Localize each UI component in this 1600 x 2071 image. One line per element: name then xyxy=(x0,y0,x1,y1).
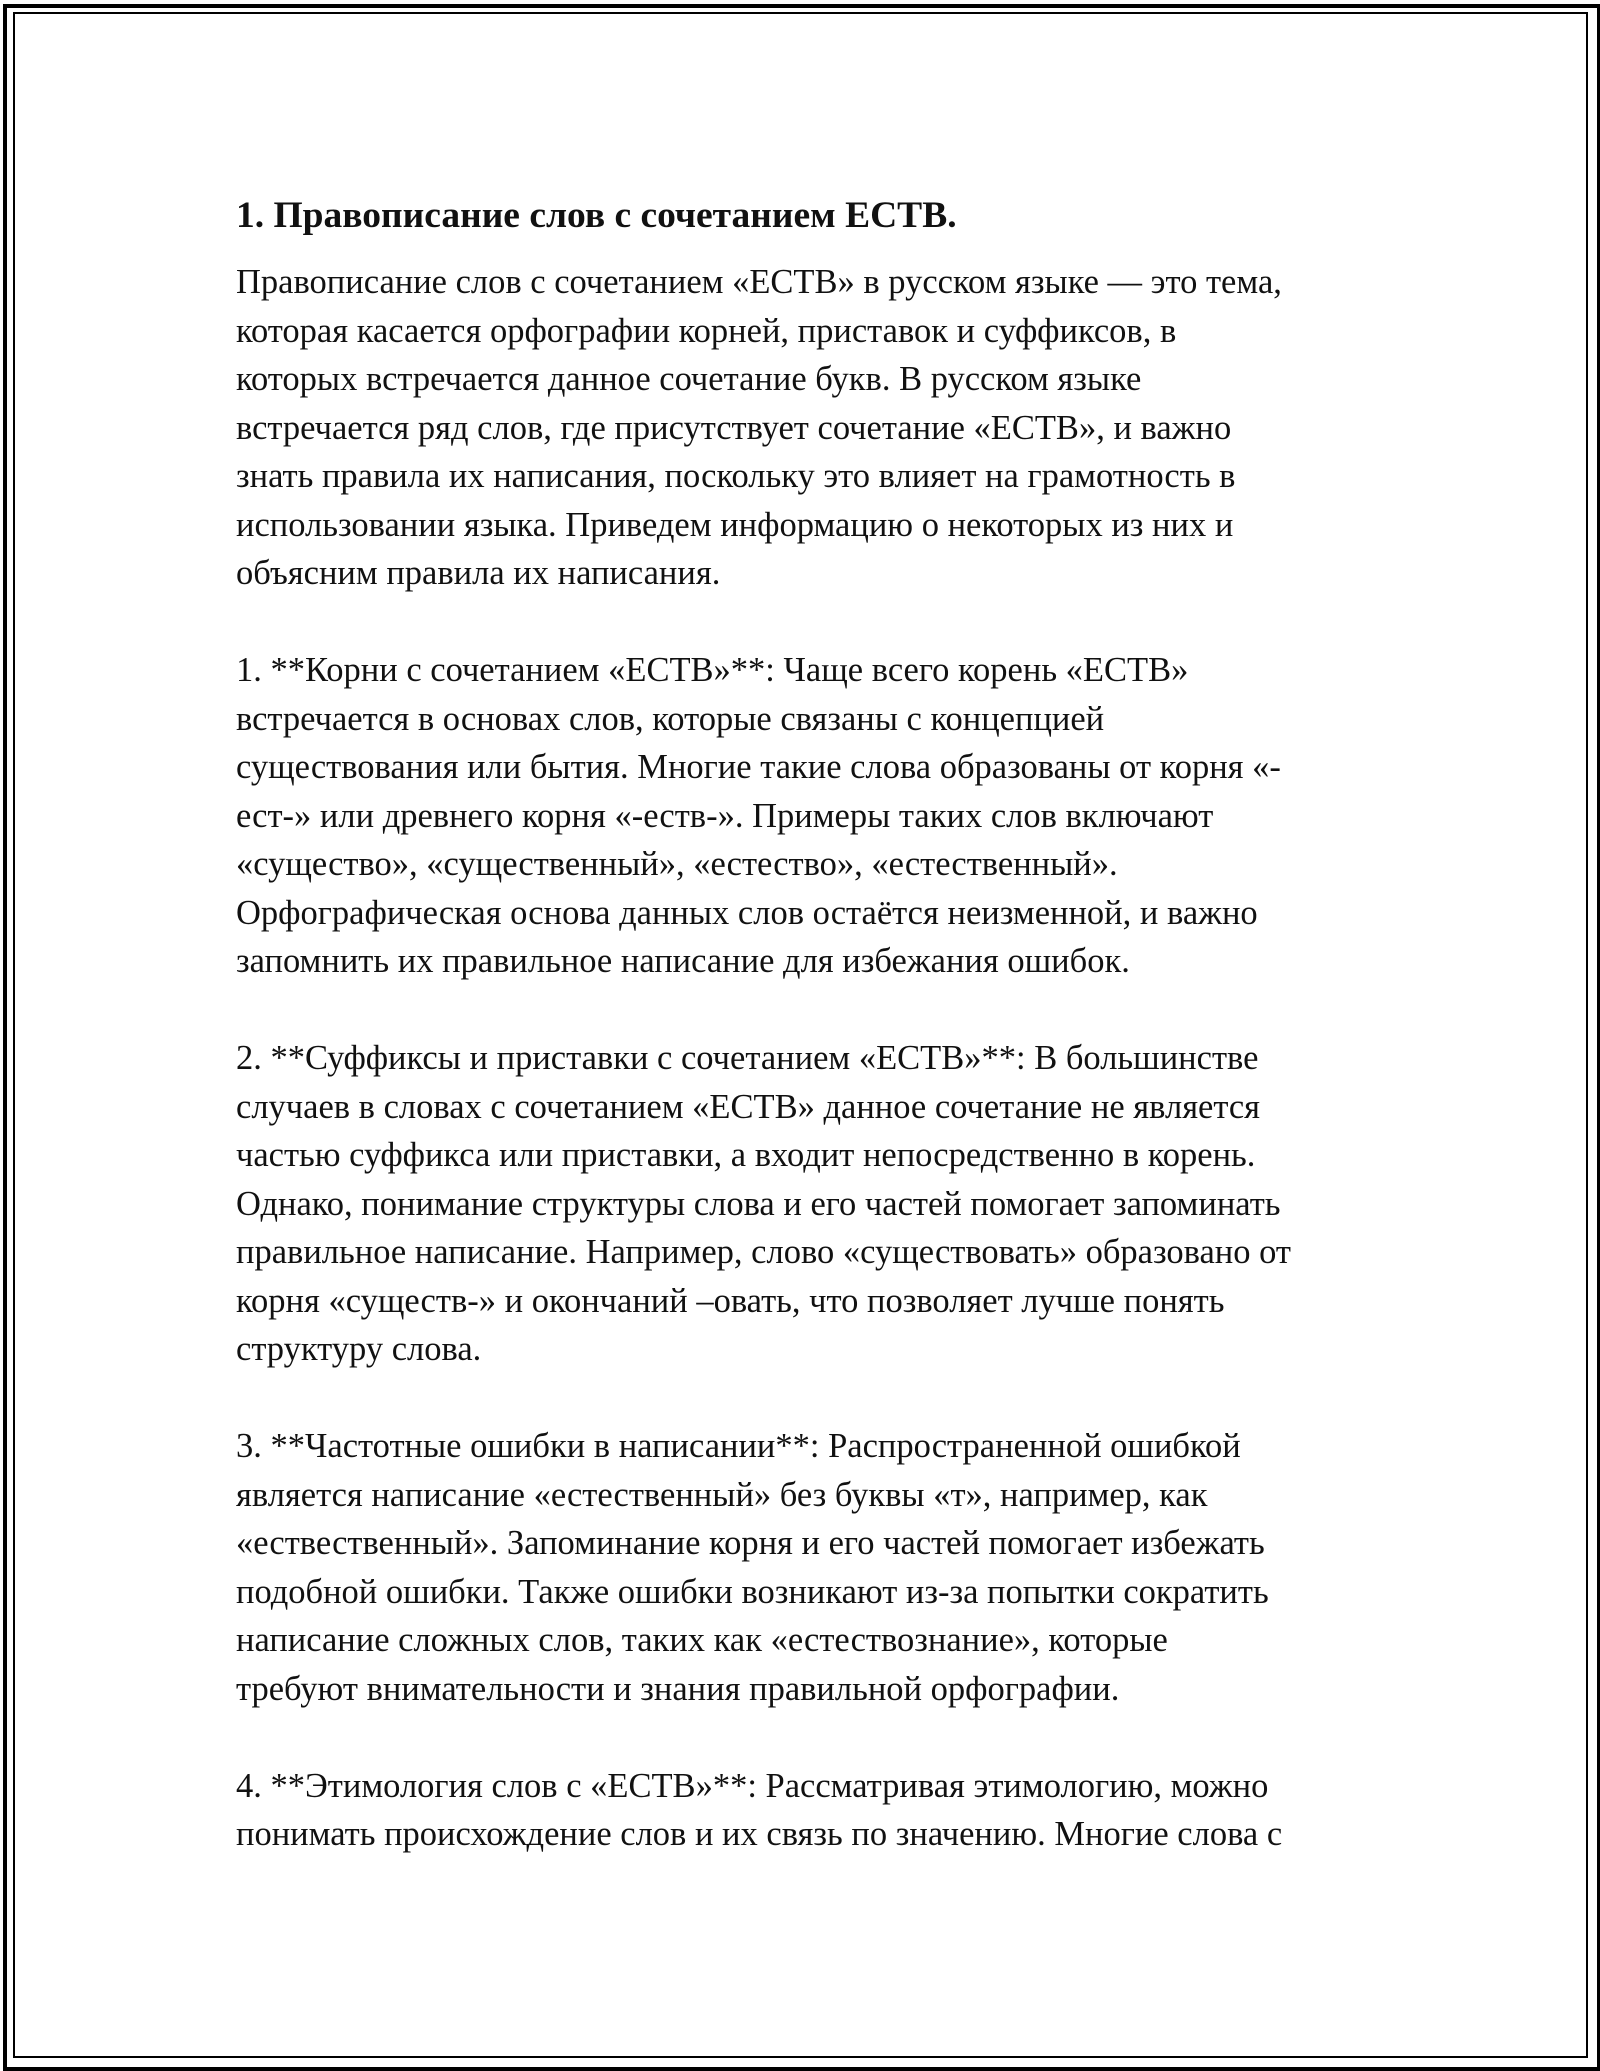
text-line: существования или бытия. Многие такие слова образованы от корня «- xyxy=(236,748,1281,786)
text-line: объясним правила их написания. xyxy=(236,554,721,592)
paragraph-errors xyxy=(236,1422,1360,1713)
text-line: структуру слова. xyxy=(236,1330,482,1368)
paragraph-roots xyxy=(236,646,1360,986)
text-line: «существо», «существенный», «естество», «естественный». xyxy=(236,845,1118,883)
text-line: 2. **Суффиксы и приставки с сочетанием «ЕСТВ»**: В большинстве xyxy=(236,1039,1259,1077)
document-title: 1. Правописание слов с сочетанием ЕСТВ. xyxy=(236,195,957,236)
text-line: которых встречается данное сочетание букв. В русском языке xyxy=(236,360,1142,398)
text-line: 3. **Частотные ошибки в написании**: Распространенной ошибкой xyxy=(236,1427,1241,1465)
document-page xyxy=(236,180,1360,1907)
text-line: Правописание слов с сочетанием «ЕСТВ» в русском языке — это тема, xyxy=(236,263,1282,301)
text-line: 1. **Корни с сочетанием «ЕСТВ»**: Чаще всего корень «ЕСТВ» xyxy=(236,651,1189,689)
paragraph-etymology xyxy=(236,1762,1360,1859)
text-line: Однако, понимание структуры слова и его частей помогает запоминать xyxy=(236,1184,1281,1223)
text-line: знать правила их написания, поскольку это влияет на грамотность в xyxy=(236,457,1236,495)
paragraph-suffixes xyxy=(236,1034,1360,1374)
text-line: использовании языка. Приведем информацию о некоторых из них и xyxy=(236,505,1234,544)
text-line: является написание «естественный» без буквы «т», например, как xyxy=(236,1475,1208,1514)
text-line: 4. **Этимология слов с «ЕСТВ»**: Рассматривая этимологию, можно xyxy=(236,1766,1269,1805)
text-line: Орфографическая основа данных слов остаётся неизменной, и важно xyxy=(236,893,1258,932)
text-line: ест-» или древнего корня «-еств-». Примеры таких слов включают xyxy=(236,796,1214,835)
text-line: встречается ряд слов, где присутствует сочетание «ЕСТВ», и важно xyxy=(236,408,1232,447)
text-line: написание сложных слов, таких как «естествознание», которые xyxy=(236,1621,1168,1659)
text-line: частью суффикса или приставки, а входит непосредственно в корень. xyxy=(236,1136,1256,1174)
text-line: встречается в основах слов, которые связаны с концепцией xyxy=(236,699,1105,738)
text-line: подобной ошибки. Также ошибки возникают из-за попытки сократить xyxy=(236,1572,1269,1611)
text-line: запомнить их правильное написание для избежания ошибок. xyxy=(236,942,1130,980)
text-line: случаев в словах с сочетанием «ЕСТВ» данное сочетание не является xyxy=(236,1087,1261,1126)
paragraph-intro xyxy=(236,258,1360,598)
text-line: корня «существ-» и окончаний –овать, что позволяет лучше понять xyxy=(236,1281,1225,1320)
text-line: «ествественный». Запоминание корня и его частей помогает избежать xyxy=(236,1524,1265,1562)
text-line: требуют внимательности и знания правильной орфографии. xyxy=(236,1669,1120,1708)
text-line: которая касается орфографии корней, приставок и суффиксов, в xyxy=(236,311,1177,350)
text-line: понимать происхождение слов и их связь по значению. Многие слова с xyxy=(236,1815,1283,1853)
text-line: правильное написание. Например, слово «существовать» образовано от xyxy=(236,1233,1292,1271)
